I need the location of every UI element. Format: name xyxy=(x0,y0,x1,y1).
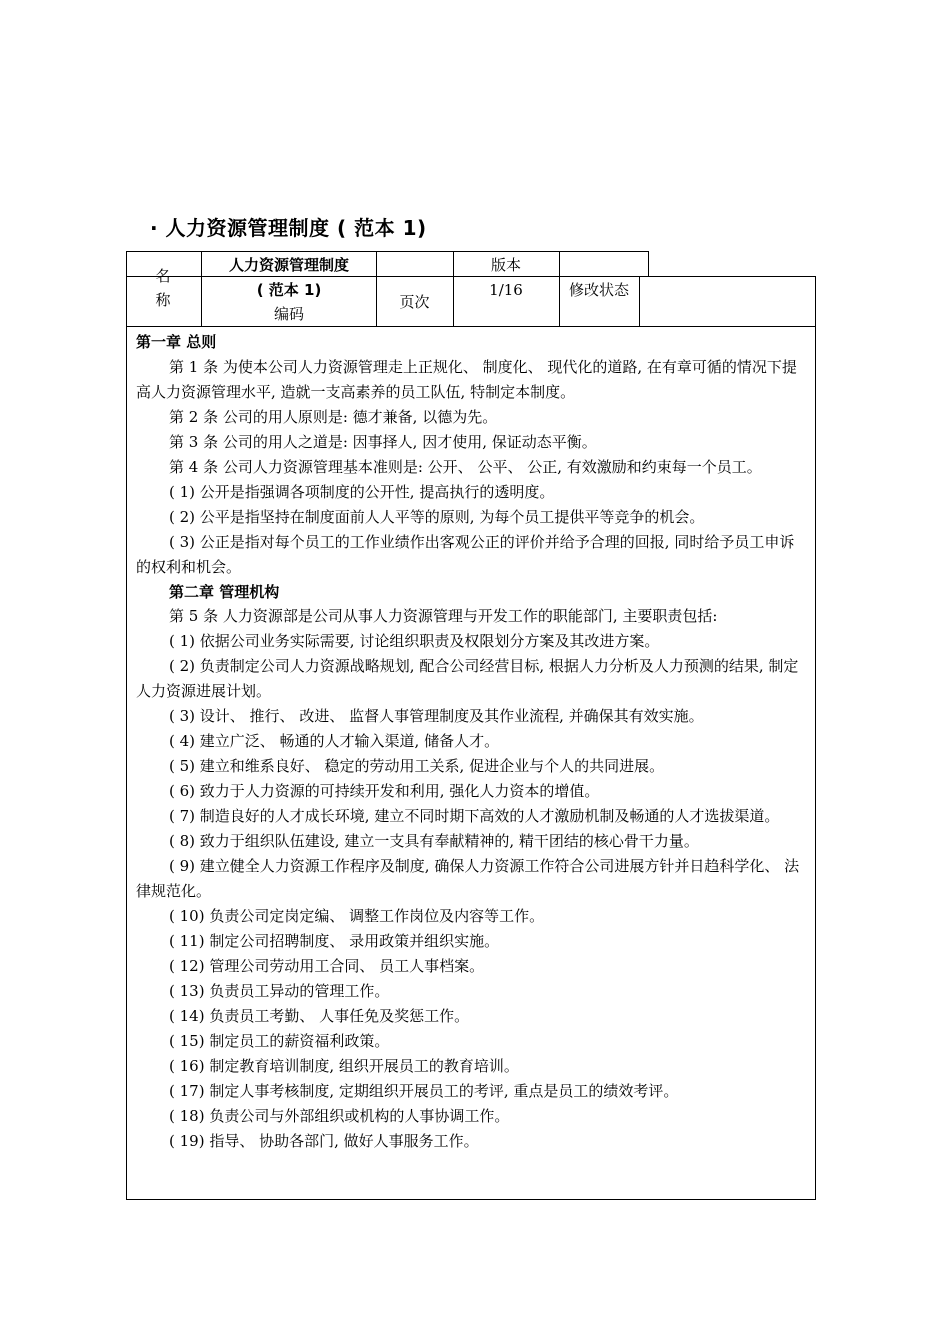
paragraph: 第 3 条 公司的用人之道是: 因事择人, 因才使用, 保证动态平衡。 xyxy=(169,432,597,451)
paragraph: ( 11) 制定公司招聘制度、 录用政策并组织实施。 xyxy=(169,931,500,950)
revision-label: 修改状态 xyxy=(568,281,629,299)
paragraph: 第 4 条 公司人力资源管理基本准则是: 公开、 公平、 公正, 有效激励和约束每一个员工。 xyxy=(169,457,762,476)
paragraph: ( 1) 公开是指强调各项制度的公开性, 提高执行的透明度。 xyxy=(169,482,555,501)
paragraph: ( 18) 负责公司与外部组织或机构的人事协调工作。 xyxy=(169,1106,510,1125)
paragraph: ( 9) 建立健全人力资源工作程序及制度, 确保人力资源工作符合公司进展方针并日趋科学化、 法律规范化。 xyxy=(136,857,800,900)
paragraph: ( 13) 负责员工异动的管理工作。 xyxy=(169,981,390,1000)
chapter-heading: 第一章 总则 xyxy=(136,333,217,351)
paragraph: 第 5 条 人力资源部是公司从事人力资源管理与开发工作的职能部门, 主要职责包括: xyxy=(169,607,718,626)
paragraph: ( 12) 管理公司劳动用工合同、 员工人事档案。 xyxy=(169,956,485,975)
paragraph: ( 1) 依据公司业务实际需要, 讨论组织职责及权限划分方案及其改进方案。 xyxy=(169,632,660,651)
paragraph: ( 8) 致力于组织队伍建设, 建立一支具有奉献精神的, 精干团结的核心骨干力量。 xyxy=(169,832,699,851)
paragraph: ( 4) 建立广泛、 畅通的人才输入渠道, 储备人才。 xyxy=(169,732,500,751)
doc-name-line1: 人力资源管理制度 xyxy=(228,256,349,274)
paragraph: ( 2) 公平是指坚持在制度面前人人平等的原则, 为每个员工提供平等竞争的机会。 xyxy=(169,507,705,526)
chapter-heading: 第二章 管理机构 xyxy=(169,582,280,601)
paragraph: ( 10) 负责公司定岗定编、 调整工作岗位及内容等工作。 xyxy=(169,906,545,925)
paragraph: ( 3) 设计、 推行、 改进、 监督人事管理制度及其作业流程, 并确保其有效实施。 xyxy=(169,707,704,726)
paragraph: ( 15) 制定员工的薪资福利政策。 xyxy=(169,1031,390,1050)
paragraph: 第 1 条 为使本公司人力资源管理走上正规化、 制度化、 现代化的道路, 在有章可循的情况下提高人力资源管理水平, 造就一支高素养的员工队伍, 特制定本制度。 xyxy=(136,357,797,401)
document-body xyxy=(136,330,808,1153)
code-label: 编码 xyxy=(273,305,304,323)
paragraph: ( 5) 建立和维系良好、 稳定的劳动用工关系, 促进企业与个人的共同进展。 xyxy=(169,757,665,776)
paragraph: ( 16) 制定教育培训制度, 组织开展员工的教育培训。 xyxy=(169,1056,519,1075)
paragraph: ( 14) 负责员工考勤、 人事任免及奖惩工作。 xyxy=(169,1006,470,1025)
page-value: 1/16 xyxy=(489,281,523,299)
document-title: · 人力资源管理制度 ( 范本 1) xyxy=(150,216,427,240)
paragraph: ( 3) 公正是指对每个员工的工作业绩作出客观公正的评价并给予合理的回报, 同时给予员工申诉的权利和机会。 xyxy=(136,532,795,576)
paragraph: ( 19) 指导、 协助各部门, 做好人事服务工作。 xyxy=(169,1131,479,1150)
page-label: 页次 xyxy=(399,293,430,311)
paragraph: 第 2 条 公司的用人原则是: 德才兼备, 以德为先。 xyxy=(169,407,498,426)
doc-name-line2: ( 范本 1) xyxy=(256,281,322,299)
name-label: 名称 xyxy=(155,267,171,309)
paragraph: ( 7) 制造良好的人才成长环境, 建立不同时期下高效的人才激励机制及畅通的人才选拔渠道。 xyxy=(169,807,780,826)
version-label: 版本 xyxy=(490,256,521,274)
paragraph: ( 2) 负责制定公司人力资源战略规划, 配合公司经营目标, 根据人力分析及人力预测的结果, 制定人力资源进展计划。 xyxy=(136,657,799,701)
paragraph: ( 6) 致力于人力资源的可持续开发和利用, 强化人力资本的增值。 xyxy=(169,782,600,801)
paragraph: ( 17) 制定人事考核制度, 定期组织开展员工的考评, 重点是员工的绩效考评。 xyxy=(169,1081,679,1100)
